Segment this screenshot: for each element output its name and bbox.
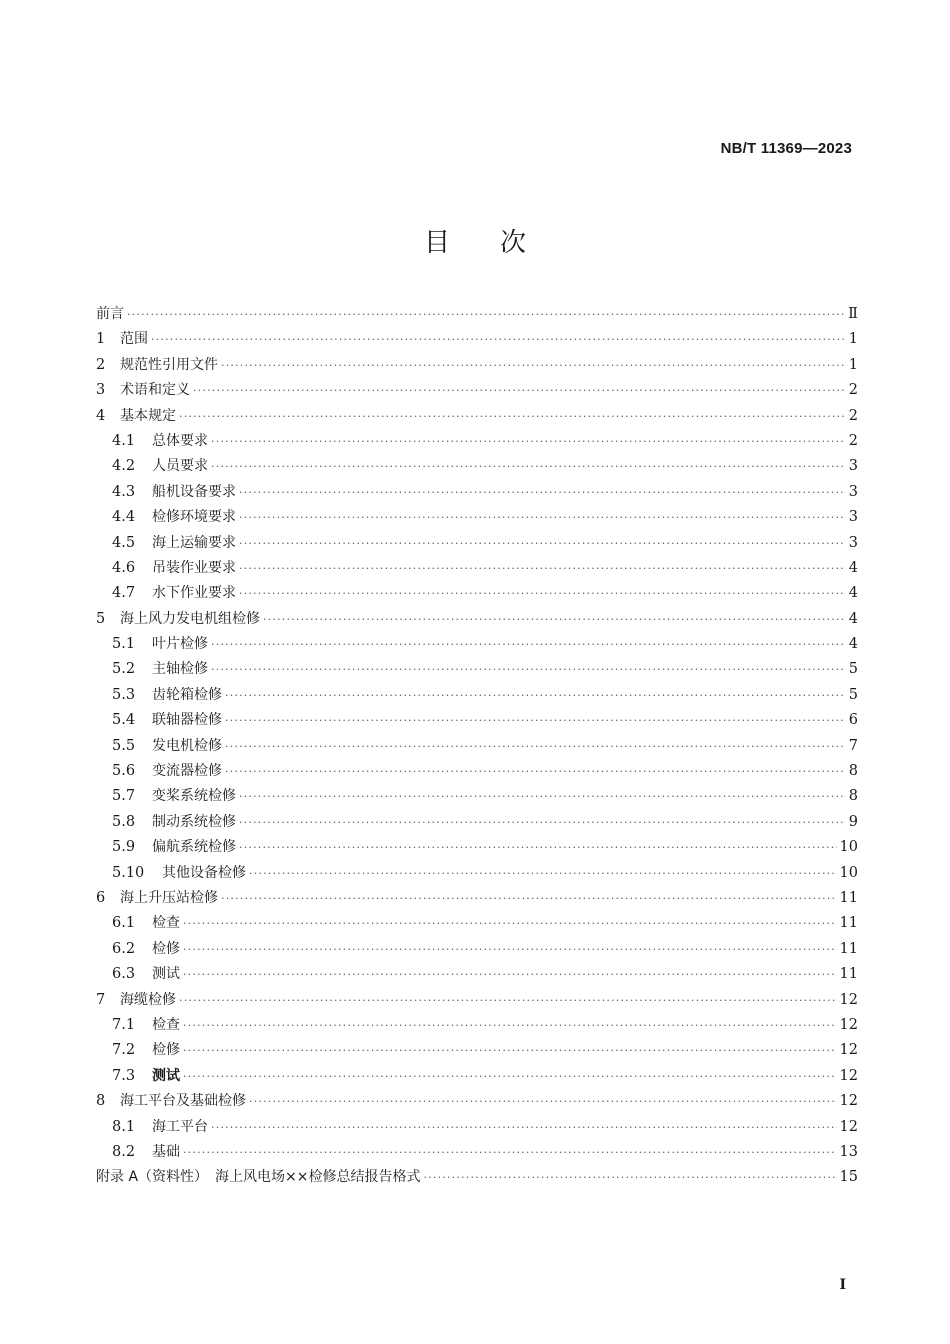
toc-entry-page: 6 [848,712,858,729]
toc-entry-label: 吊装作业要求 [152,559,236,576]
dot-leader [183,962,837,987]
toc-entry-number: 3 [96,382,106,399]
toc-entry-page: 2 [848,432,858,449]
toc-entry-label: 联轴器检修 [152,712,222,729]
toc-entry[interactable] [96,1140,858,1165]
dot-leader [127,302,845,327]
toc-entry-label: 检修环境要求 [152,509,236,526]
toc-entry-number: 4.3 [112,483,136,500]
toc-entry-page: 13 [839,1143,858,1160]
toc-entry-label: 其他设备检修 [162,864,246,881]
toc-entry-page: 4 [848,585,858,602]
dot-leader [183,1013,837,1038]
dot-leader [263,607,845,632]
toc-entry[interactable] [96,480,858,505]
toc-entry-number: 1 [96,331,106,348]
toc-entry[interactable] [96,835,858,860]
toc-entry-label: 检查 [152,915,180,932]
dot-leader [183,1140,837,1165]
toc-entry-number: 8.2 [112,1143,136,1160]
toc-entry-page: 11 [839,966,858,983]
toc-entry[interactable] [96,734,858,759]
toc-entry-page: 11 [839,940,858,957]
toc-entry-label: 基础 [152,1143,180,1160]
dot-leader [239,784,845,809]
dot-leader [183,1038,837,1063]
dot-leader [239,581,845,606]
toc-entry-label: 偏航系统检修 [152,839,236,856]
toc-entry[interactable] [96,1064,858,1089]
toc-entry[interactable] [96,988,858,1013]
toc-entry[interactable] [96,1038,858,1063]
toc-entry[interactable] [96,1089,858,1114]
toc-entry-label: 基本规定 [120,407,176,424]
toc-entry-label: 变流器检修 [152,763,222,780]
toc-entry[interactable] [96,556,858,581]
toc-entry[interactable] [96,911,858,936]
toc-entry[interactable] [96,708,858,733]
dot-leader [183,937,837,962]
toc-entry-number: 4.4 [112,509,136,526]
toc-entry[interactable] [96,632,858,657]
toc-entry-page: 7 [848,737,858,754]
toc-entry-label: 变桨系统检修 [152,788,236,805]
page-number: I [839,1277,846,1293]
toc-entry[interactable] [96,607,858,632]
toc-entry-page: 10 [839,864,858,881]
dot-leader [239,531,845,556]
toc-entry-page: 4 [848,559,858,576]
toc-entry[interactable] [96,683,858,708]
toc-entry-number: 8 [96,1093,106,1110]
dot-leader [211,657,845,682]
toc-entry-page: 5 [848,686,858,703]
toc-entry-number: 6.2 [112,940,136,957]
toc-entry-page: 15 [839,1169,858,1186]
dot-leader [179,988,837,1013]
toc-entry-label: 检修 [152,940,180,957]
toc-entry-label: 海上运输要求 [152,534,236,551]
toc-entry-page: 3 [848,534,858,551]
toc-entry-label: 测试 [152,1067,180,1084]
dot-leader [249,1089,837,1114]
toc-entry[interactable] [96,302,858,327]
toc-entry-label: 规范性引用文件 [120,356,218,373]
toc-entry-number: 5.3 [112,686,136,703]
toc-entry-number: 5 [96,610,106,627]
toc-entry[interactable] [96,429,858,454]
dot-leader [249,861,837,886]
toc-entry-number: 5.6 [112,763,136,780]
toc-entry-page: 2 [848,382,858,399]
toc-entry[interactable] [96,886,858,911]
toc-entry-label: 测试 [152,966,180,983]
toc-entry[interactable] [96,1013,858,1038]
dot-leader [183,911,837,936]
toc-entry[interactable] [96,810,858,835]
dot-leader [225,708,845,733]
toc-entry-label: 海上升压站检修 [120,889,218,906]
toc-entry-label: 总体要求 [152,432,208,449]
table-of-contents [96,302,858,1191]
toc-entry-number: 7.1 [112,1016,136,1033]
toc-entry-number: 4.2 [112,458,136,475]
toc-entry-label: 发电机检修 [152,737,222,754]
toc-entry[interactable] [96,327,858,352]
toc-entry-page: 8 [848,763,858,780]
dot-leader [211,1115,837,1140]
toc-entry[interactable] [96,378,858,403]
toc-entry[interactable] [96,962,858,987]
toc-entry-page: 3 [848,509,858,526]
toc-entry-page: 3 [848,483,858,500]
dot-leader [239,556,845,581]
toc-entry-label: 海上风力发电机组检修 [120,610,260,627]
toc-entry-number: 5.9 [112,839,136,856]
toc-entry[interactable] [96,1115,858,1140]
toc-entry-number: 7.2 [112,1042,136,1059]
toc-entry-label: 人员要求 [152,458,208,475]
toc-entry[interactable] [96,657,858,682]
toc-entry-label: 水下作业要求 [152,585,236,602]
toc-entry-page: 11 [839,889,858,906]
toc-entry[interactable] [96,404,858,429]
toc-entry-page: 1 [848,331,858,348]
toc-entry-label: 范围 [120,331,148,348]
toc-entry[interactable] [96,581,858,606]
dot-leader [221,886,837,911]
dot-leader [239,835,837,860]
toc-entry-number: 5.10 [112,864,145,881]
toc-entry-number: 4.1 [112,432,136,449]
toc-entry-number: 5.7 [112,788,136,805]
dot-leader [424,1165,837,1190]
toc-entry-number: 5.5 [112,737,136,754]
toc-entry[interactable] [96,454,858,479]
toc-entry-number: 6 [96,889,106,906]
toc-entry-page: 4 [848,610,858,627]
toc-entry-number: 2 [96,356,106,373]
dot-leader [193,378,845,403]
toc-entry-label: 检修 [152,1042,180,1059]
toc-entry-page: 12 [839,1042,858,1059]
toc-entry-page: 2 [848,407,858,424]
dot-leader [211,454,845,479]
toc-entry-label: 附录 A（资料性） 海上风电场××检修总结报告格式 [96,1169,421,1186]
toc-entry-label: 海工平台及基础检修 [120,1093,246,1110]
toc-entry-number: 4.6 [112,559,136,576]
toc-entry-label: 制动系统检修 [152,813,236,830]
toc-entry[interactable] [96,1165,858,1190]
dot-leader [239,810,845,835]
toc-entry-label: 前言 [96,306,124,322]
toc-entry-page: 11 [839,915,858,932]
toc-entry-number: 6.3 [112,966,136,983]
toc-entry-label: 叶片检修 [152,636,208,653]
toc-entry-label: 术语和定义 [120,382,190,399]
toc-entry-page: 5 [848,661,858,678]
toc-entry-number: 7 [96,991,106,1008]
toc-entry-page: 8 [848,788,858,805]
dot-leader [225,683,845,708]
toc-entry-page: 12 [839,991,858,1008]
toc-entry-page: 12 [839,1093,858,1110]
toc-entry[interactable] [96,861,858,886]
toc-entry[interactable] [96,759,858,784]
toc-entry-number: 5.2 [112,661,136,678]
toc-entry[interactable] [96,531,858,556]
toc-entry-page: 12 [839,1118,858,1135]
toc-entry-number: 7.3 [112,1067,136,1084]
toc-entry-page: 4 [848,636,858,653]
dot-leader [151,327,845,352]
dot-leader [183,1064,837,1089]
toc-entry[interactable] [96,353,858,378]
toc-entry-number: 4.5 [112,534,136,551]
toc-entry-label: 海工平台 [152,1118,208,1135]
dot-leader [211,429,845,454]
toc-entry-page: 12 [839,1016,858,1033]
toc-entry-label: 齿轮箱检修 [152,686,222,703]
dot-leader [179,404,845,429]
dot-leader [225,734,845,759]
dot-leader [239,505,845,530]
dot-leader [239,480,845,505]
toc-entry-label: 海缆检修 [120,991,176,1008]
toc-entry-label: 主轴检修 [152,661,208,678]
toc-entry-number: 4 [96,407,106,424]
toc-entry-number: 5.8 [112,813,136,830]
toc-entry-label: 检查 [152,1016,180,1033]
toc-entry-number: 4.7 [112,585,136,602]
dot-leader [211,632,845,657]
toc-entry[interactable] [96,784,858,809]
toc-entry-number: 5.4 [112,712,136,729]
toc-entry-page: 1 [848,356,858,373]
toc-entry-page: 3 [848,458,858,475]
dot-leader [225,759,845,784]
toc-entry[interactable] [96,937,858,962]
dot-leader [221,353,845,378]
toc-entry-number: 5.1 [112,636,136,653]
toc-entry-label: 船机设备要求 [152,483,236,500]
toc-entry-page: 9 [848,813,858,830]
toc-entry-page: Ⅱ [848,306,858,322]
document-code: NB/T 11369—2023 [720,140,852,157]
toc-entry-page: 12 [839,1067,858,1084]
toc-entry-number: 8.1 [112,1118,136,1135]
toc-entry-number: 6.1 [112,915,136,932]
page-title: 目次 [423,228,576,258]
toc-entry[interactable] [96,505,858,530]
toc-entry-page: 10 [839,839,858,856]
